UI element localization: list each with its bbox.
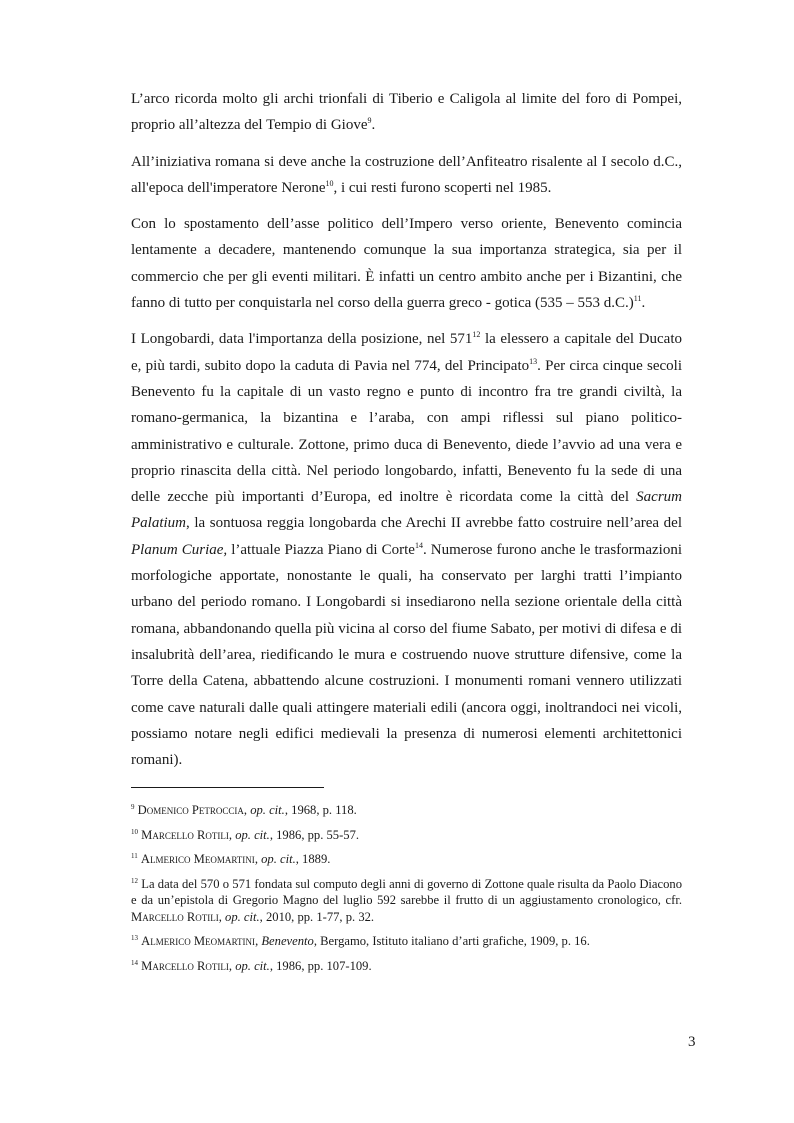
footnote-number: 12 <box>131 876 138 885</box>
footnote-separator <box>131 787 324 788</box>
footnote-text: La data del 570 o 571 fondata sul computo degli anni di governo di Zottone quale risulta da Paolo Diacono e da un’epistola di Gregorio Magno del luglio 592 sarebbe il frutto di un aggiustamento cronologico, cfr. <box>131 876 682 908</box>
paragraph-text: . Per circa cinque secoli Benevento fu la capitale di un vasto regno e punto di incontro fra tre grandi civiltà, la romano-germanica, la bizantina e l’araba, con ampi riflessi sul piano politico-amministrativo e culturale. Zottone, primo duca di Benevento, diede l’avvio ad una vera e proprio rinascita della città. Nel periodo longobardo, infatti, Benevento fu la sede di una delle zecche più importanti d’Europa, ed inoltre è ricordata come la città del <box>131 357 682 506</box>
paragraph-longobardi <box>131 326 682 773</box>
footnote-text: , 1986, pp. 55-57. <box>269 827 360 842</box>
footnote-ref-10[interactable]: 10 <box>325 178 334 188</box>
footnote-cit: op. cit. <box>261 852 296 867</box>
paragraph-text: , la sontuosa reggia longobarda che Arechi II avrebbe fatto costruire nell’area del <box>186 515 682 532</box>
footnote-ref-9[interactable]: 9 <box>367 116 372 126</box>
page-body <box>131 86 682 982</box>
footnote-author: Almerico Meomartini <box>140 852 255 867</box>
footnote-ref-11[interactable]: 11 <box>633 294 642 304</box>
footnote-10: $^{10}$ Marcello Rotili, op. cit., 1986, pp. 55-57. <box>131 827 360 842</box>
paragraph-text: All’iniziativa romana si deve anche la costruzione dell’Anfiteatro risalente al I secolo d.C., all'epoca dell'imperatore Nerone <box>131 153 682 196</box>
footnote-cit: op. cit. <box>225 909 260 924</box>
footnote-text: , Bergamo, Istituto italiano d’arti grafiche, 1909, p. 16. <box>313 934 590 949</box>
italic-term: Planum Curiae, <box>131 541 228 558</box>
footnote-number: 13 <box>131 934 138 943</box>
footnote-author: Marcello Rotili <box>131 909 219 924</box>
footnote-text: , 2010, pp. 1-77, p. 32. <box>259 909 375 924</box>
footnote-ref-13[interactable]: 13 <box>529 356 538 366</box>
footnote-cit: op. cit. <box>250 803 285 818</box>
italic-term: Sacrum Palatium <box>131 489 682 532</box>
footnote-number: 10 <box>131 827 138 836</box>
paragraph-text: . <box>641 295 646 312</box>
footnote-text: , 1889. <box>295 852 331 867</box>
footnote-number: 11 <box>131 852 138 861</box>
paragraph-text: . <box>371 117 376 134</box>
footnote-13: $^{13}$ Almerico Meomartini, Benevento, Bergamo, Istituto italiano d’arti grafiche, 1909, p. 16. <box>131 934 590 949</box>
footnote-11: $^{11}$ Almerico Meomartini, op. cit., 1889. <box>131 852 331 867</box>
page-number: 3 <box>688 1034 696 1050</box>
footnote-author: Domenico Petroccia <box>137 803 244 818</box>
paragraph-arco <box>131 86 682 139</box>
paragraph-text: L’arco ricorda molto gli archi trionfali di Tiberio e Caligola al limite del foro di Pompei, proprio all’altezza del Tempio di Giove <box>131 91 682 134</box>
paragraph-text: . Numerose furono anche le trasformazioni morfologiche apportate, nonostante le quali, ha conservato per larghi tratti l’impianto urbano del periodo romano. I Longobardi si insediarono nella sezione orientale della città romana, abbandonando quella più vicina al corso del fiume Sabato, per motivi di difesa e di insalubrità dell’area, riedificando le mura e costruendo nuove strutture difensive, come la Torre della Catena, abbattendo alcune costruzioni. I monumenti romani vennero utilizzati come cave naturali dalle quali attingere materiali edili (ancora oggi, inoltrandoci nei vicoli, possiamo notare negli edifici medievali la presenza di numerosi elementi architettonici romani). <box>131 541 682 769</box>
footnote-ref-14[interactable]: 14 <box>414 540 423 550</box>
footnote-text: , 1986, pp. 107-109. <box>269 958 372 973</box>
footnote-12: $^{12}$ La data del 570 o 571 fondata sul computo degli anni di governo di Zottone quale risulta da Paolo Diacono e da un’epistola di Gregorio Magno del luglio 592 sarebbe il frutto di un aggiustamento cronologico, cfr. Marcello Rotili, op. cit., 2010, pp. 1-77, p. 32. <box>131 876 682 924</box>
paragraph-text: , i cui resti furono scoperti nel 1985. <box>333 179 552 196</box>
footnote-cit: op. cit. <box>235 958 270 973</box>
paragraph-anfiteatro <box>131 149 682 202</box>
footnote-14: $^{14}$ Marcello Rotili, op. cit., 1986, pp. 107-109. <box>131 958 372 973</box>
paragraph-text: l’attuale Piazza Piano di Corte <box>227 541 415 558</box>
footnote-9: $^9$ Domenico Petroccia, op. cit., 1968, p. 118. <box>131 803 357 818</box>
footnote-cit: op. cit. <box>235 827 270 842</box>
footnote-number: 9 <box>131 803 135 812</box>
footnote-ref-12[interactable]: 12 <box>472 330 481 340</box>
footnote-title: Benevento <box>261 934 314 949</box>
footnote-author: Almerico Meomartini <box>141 934 256 949</box>
paragraph-oriente <box>131 211 682 316</box>
footnote-number: 14 <box>131 958 138 967</box>
paragraph-text: Con lo spostamento dell’asse politico dell’Impero verso oriente, Benevento comincia lentamente a decadere, mantenendo comunque la sua importanza strategica, sia per il commercio che per gli eventi militari. È infatti un centro ambito anche per i Bizantini, che fanno di tutto per conquistarla nel corso della guerra greco - gotica (535 – 553 d.C.) <box>131 216 682 312</box>
paragraph-text: I Longobardi, data l'importanza della posizione, nel 571 <box>131 331 473 348</box>
footnote-author: Marcello Rotili <box>141 827 229 842</box>
footnote-author: Marcello Rotili <box>141 958 229 973</box>
paragraph-text: la elessero a capitale del Ducato e, più tardi, subito dopo la caduta di Pavia nel 774, del Principato <box>131 331 682 374</box>
footnote-text: , 1968, p. 118. <box>284 803 357 818</box>
